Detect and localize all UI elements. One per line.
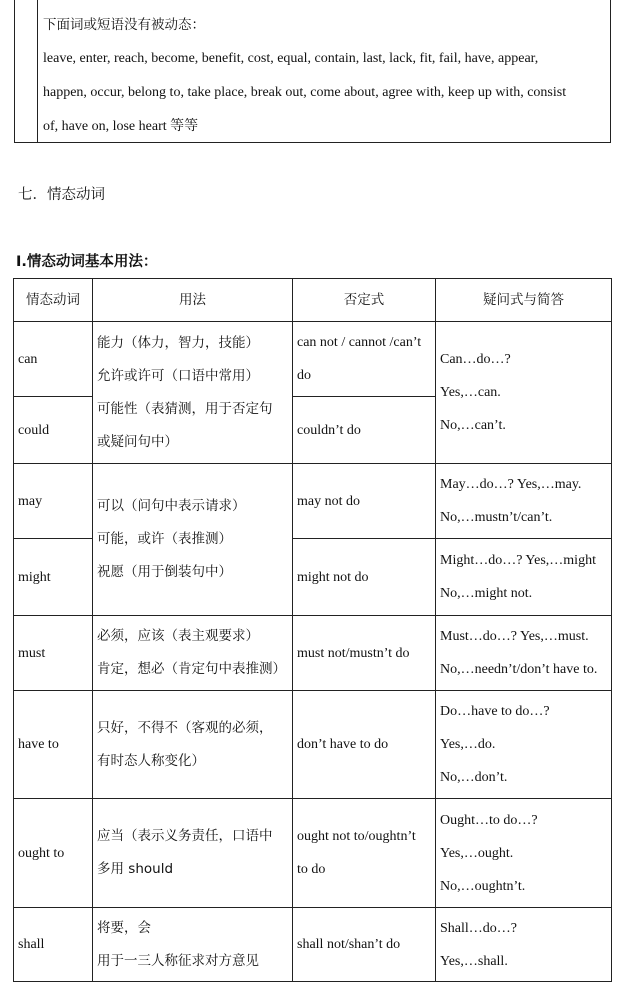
usage-line: 只好，不得不（客观的必须， [97, 719, 273, 736]
usage-line: 有时态人称变化） [97, 752, 205, 769]
table-row [14, 322, 612, 397]
header-modal-verb: 情态动词 [14, 279, 93, 322]
table-header-row [14, 279, 612, 322]
negative-line: do [297, 368, 311, 383]
negative-line: couldn’t do [297, 422, 361, 438]
verb-cell: ought to [14, 799, 93, 908]
negative-line: might not do [297, 569, 369, 585]
usage-cell [93, 616, 293, 691]
question-line: No,…might not. [440, 586, 533, 601]
question-line: Yes,…can. [440, 385, 501, 400]
usage-line: 肯定，想必（肯定句中表推测） [97, 661, 286, 677]
verb-cell: have to [14, 691, 93, 799]
verb-cell: may [14, 464, 93, 539]
verb-cell: can [14, 322, 93, 397]
note-line: leave, enter, reach, become, benefit, cost, equal, contain, last, lack, fit, fail, have, appear, [43, 51, 539, 66]
question-line: Shall…do…? [440, 920, 517, 936]
usage-line: 或疑问句中） [97, 433, 178, 450]
usage-line: 用于一三人称征求对方意见 [97, 952, 259, 969]
question-cell [436, 616, 612, 691]
negative-cell [293, 397, 436, 464]
negative-line: must not/mustn’t do [297, 645, 410, 661]
usage-line: 祝愿（用于倒装句中） [97, 564, 232, 580]
note-line: 下面词或短语没有被动态： [43, 17, 205, 33]
section-heading: 七．情态动词 [18, 187, 105, 203]
usage-line: 可能，或许（表推测） [97, 531, 232, 547]
note-line: of, have on, lose heart 等等 [43, 119, 199, 134]
note-gutter-divider [37, 0, 38, 142]
question-line: Yes,…ought. [440, 845, 514, 861]
negative-line: ought not to/oughtn’t [297, 829, 416, 844]
negative-line: can not / cannot /can’t [297, 335, 422, 350]
table-row [14, 908, 612, 982]
question-line: No,…can’t. [440, 418, 506, 433]
sub-heading: I.情态动词基本用法： [16, 254, 158, 270]
usage-cell [93, 691, 293, 799]
usage-line: 多用 should [97, 861, 174, 877]
question-line: No,…mustn’t/can’t. [440, 510, 553, 525]
negative-line: to do [297, 862, 326, 877]
question-cell [436, 908, 612, 982]
passive-note-box [14, 0, 611, 143]
question-line: Ought…to do…? [440, 812, 538, 828]
passive-note-text [43, 8, 600, 144]
negative-cell [293, 616, 436, 691]
negative-cell [293, 322, 436, 397]
question-line: No,…needn’t/don’t have to. [440, 662, 598, 677]
question-cell [436, 691, 612, 799]
usage-line: 将要，会 [97, 919, 151, 936]
usage-line: 能力（体力，智力，技能） [97, 334, 259, 351]
question-cell [436, 799, 612, 908]
usage-line: 允许或许可（口语中常用） [97, 367, 259, 384]
verb-cell: might [14, 539, 93, 616]
negative-cell [293, 691, 436, 799]
verb-cell: could [14, 397, 93, 464]
question-line: Do…have to do…? [440, 704, 550, 719]
question-line: Yes,…shall. [440, 953, 508, 969]
header-negative: 否定式 [293, 279, 436, 322]
question-line: No,…don’t. [440, 770, 508, 785]
header-question: 疑问式与简答 [436, 279, 612, 322]
negative-cell [293, 539, 436, 616]
question-line: Must…do…? Yes,…must. [440, 629, 589, 644]
negative-cell [293, 464, 436, 539]
usage-line: 可以（问句中表示请求） [97, 498, 246, 514]
header-usage: 用法 [93, 279, 293, 322]
negative-cell [293, 799, 436, 908]
negative-line: may not do [297, 493, 360, 509]
negative-line: don’t have to do [297, 737, 389, 752]
question-line: May…do…? Yes,…may. [440, 477, 582, 492]
table-row [14, 616, 612, 691]
negative-line: shall not/shan’t do [297, 937, 401, 952]
note-line: happen, occur, belong to, take place, break out, come about, agree with, keep up with, consist [43, 85, 567, 100]
usage-line: 必须，应该（表主观要求） [97, 628, 259, 644]
question-line: Yes,…do. [440, 737, 496, 752]
usage-cell [93, 464, 293, 616]
table-row [14, 799, 612, 908]
table-row [14, 691, 612, 799]
verb-cell: shall [14, 908, 93, 982]
verb-cell: must [14, 616, 93, 691]
usage-cell [93, 322, 293, 464]
question-cell [436, 464, 612, 539]
usage-cell [93, 799, 293, 908]
question-line: Might…do…? Yes,…might [440, 553, 596, 568]
negative-cell [293, 908, 436, 982]
usage-cell [93, 908, 293, 982]
question-line: No,…oughtn’t. [440, 878, 526, 894]
usage-line: 可能性（表猜测，用于否定句 [97, 400, 273, 417]
question-cell [436, 539, 612, 616]
question-line: Can…do…? [440, 352, 511, 367]
usage-line: 应当（表示义务责任，口语中 [97, 828, 273, 844]
table-row [14, 464, 612, 539]
question-cell [436, 322, 612, 464]
modal-verbs-table [13, 278, 612, 982]
